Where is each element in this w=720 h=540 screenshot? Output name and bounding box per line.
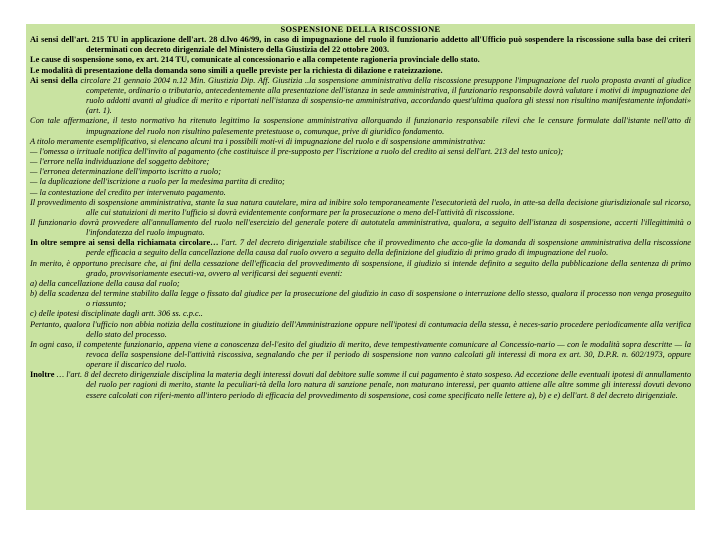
paragraph-circular	[30, 76, 691, 117]
document-slide	[26, 24, 695, 510]
paragraph-art8-body: … l'art. 8 del decreto dirigenziale disciplina la materia degli interessi dovuti dal debitore sulle somme il cui pagamento è stato sospeso. Ad eccezione delle eventuali ipotesi di annullamento del ruolo per ragioni di merito, stante la peculiari-tà della loro natura di sanzione penale, non maturano interessi, per quanto attiene alle altre somme gli interessi dovuti devono essere calcolati con riferi-mento all'intero periodo di efficacia del provvedimento di sospensione, così come specificato nelle lettere a), b) e e) dell'art. 8 del decreto dirigenziale.	[54, 370, 691, 400]
page-title: SOSPENSIONE DELLA RISCOSSIONE	[280, 25, 441, 34]
paragraph-therefore: Pertanto, qualora l'ufficio non abbia notizia della costituzione in giudizio dell'Amministrazione oppure nell'ipotesi di contumacia della stessa, è neces-sario procedere periodicamente alla verifica dello stato del processo.	[30, 319, 691, 339]
paragraph-in-any-case: In ogni caso, il competente funzionario, appena viene a conoscenza del-l'esito del giudizio di merito, deve tempestivamente comunicare al Concessio-nario — con le modalità sopra descritte — la revoca della sospensione del-l'attività riscossiva, segnalando che per il periodo di sospensione non vanno calcolati gli interessi di mora ex art. 30, D.P.R. n. 602/1973, oppure operare il discarico del ruolo.	[30, 339, 691, 370]
paragraph-circular-body: circolare 21 gennaio 2004 n.12 Min. Giustizia Dip. Aff. Giustizia ..la sospensione amministrativa della riscossione presuppone l'impugnazione del ruolo proposta avanti al giudice competente, ordinario o tributario, antecedentemente alla presentazione dell'istanza in sede amministrativa, il funzionario responsabile dovrà valutare i motivi di impugnazione del ruolo addotti avanti al giudice di merito e riportati nell'istanza di sospensio-ne amministrativa, accordando quest'ultima qualora gli stessi non risultino manifestamente infondati» (art. 1).	[77, 75, 691, 116]
list-item: — l'erronea determinazione dell'importo iscritto a ruolo;	[30, 167, 221, 177]
paragraph-art7	[30, 238, 691, 258]
paragraph-causes: Le cause di sospensione sono, ex art. 214 TU, comunicate al concessionario e alla competente ragioneria provinciale dello stato.	[30, 55, 480, 65]
paragraph-measure: Il provvedimento di sospensione amministrativa, stante la sua natura cautelare, mira ad inibire solo temporaneamente l'esecutorietà del ruolo, in atte-sa della decisione giurisdizionale sul ricorso, alle cui statuizioni di merito l'ufficio si dovrà evidentemente conformare per la prosecuzione o meno del-l'attività di riscossione.	[30, 197, 691, 217]
list-item: b) della scadenza del termine stabilito dalla legge o fissato dal giudice per la prosecuzione del giudizio in caso di sospensione o interruzione dello stesso, qualora il processo non venga proseguito o riassunto;	[30, 289, 691, 309]
paragraph-merit: In merito, è opportuno precisare che, ai fini della cessazione dell'efficacia del provvedimento di sospensione, il giudizio si intende definito a seguito della pubblicazione della sentenza di primo grado, provvisoriamente esecuti-va, ovvero al verificarsi dei seguenti eventi:	[30, 258, 691, 278]
paragraph-circular-lead: Ai sensi della	[30, 75, 78, 85]
list-item: — l'omessa o irrituale notifica dell'invito al pagamento (che costituisce il pre-supposto per l'iscrizione a ruolo del credito ai sensi dell'art. 213 del testo unico);	[30, 146, 564, 156]
list-item: — la duplicazione dell'iscrizione a ruolo per la medesima partita di credito;	[30, 177, 285, 187]
paragraph-art8	[30, 370, 691, 400]
list-item: a) della cancellazione della causa dal ruolo;	[30, 278, 180, 288]
paragraph-legal-basis: Ai sensi dell'art. 215 TU in applicazione dell'art. 28 d.lvo 46/99, in caso di impugnazione del ruolo il funzionario addetto all'Ufficio può sospendere la riscossione sulla base dei criteri determinati con decreto dirigenziale del Ministero della Giustizia del 22 ottobre 2003.	[30, 35, 691, 55]
paragraph-annulment: Il funzionario dovrà provvedere all'annullamento del ruolo nell'esercizio del generale potere di autotutela amministrativa, qualora, a seguito dell'istanza di sospensione, accerti l'illegittimità o l'infondatezza del ruolo impugnato.	[30, 217, 691, 238]
paragraph-art7-body: l'art. 7 del decreto dirigenziale stabilisce che il provvedimento che acco-glie la domanda di sospensione amministrativa della riscossione perde efficacia a seguito della cancellazione della causa dal ruolo ovvero a seguito della definizione del giudizio di primo grado di impugnazione del ruolo.	[86, 238, 692, 258]
paragraph-application-modes: Le modalità di presentazione della domanda sono simili a quelle previste per la richiesta di dilazione e rateizzazione.	[30, 65, 443, 75]
paragraph-art8-lead: Inoltre	[30, 370, 55, 380]
list-item: c) delle ipotesi disciplinate dagli artt. 306 ss. c.p.c..	[30, 309, 203, 319]
list-item: — la contestazione del credito per intervenuto pagamento.	[30, 187, 226, 197]
paragraph-examples-intro: A titolo meramente esemplificativo, si elencano alcuni tra i possibili moti-vi di impugnazione del ruolo e di sospensione amministrativa:	[30, 136, 486, 146]
paragraph-art7-lead: In oltre sempre ai sensi della richiamata circolare…	[30, 238, 219, 248]
list-item: — l'errore nella individuazione del soggetto debitore;	[30, 157, 210, 167]
paragraph-statement: Con tale affermazione, il testo normativo ha ritenuto legittimo la sospensione amministrativa allorquando il funzionario responsabile rilevi che le censure formulate dall'istante nell'atto di impugnazione del ruolo non risultino palesemente pretestuose o, comunque, prive di giuridico fondamento.	[30, 116, 691, 136]
